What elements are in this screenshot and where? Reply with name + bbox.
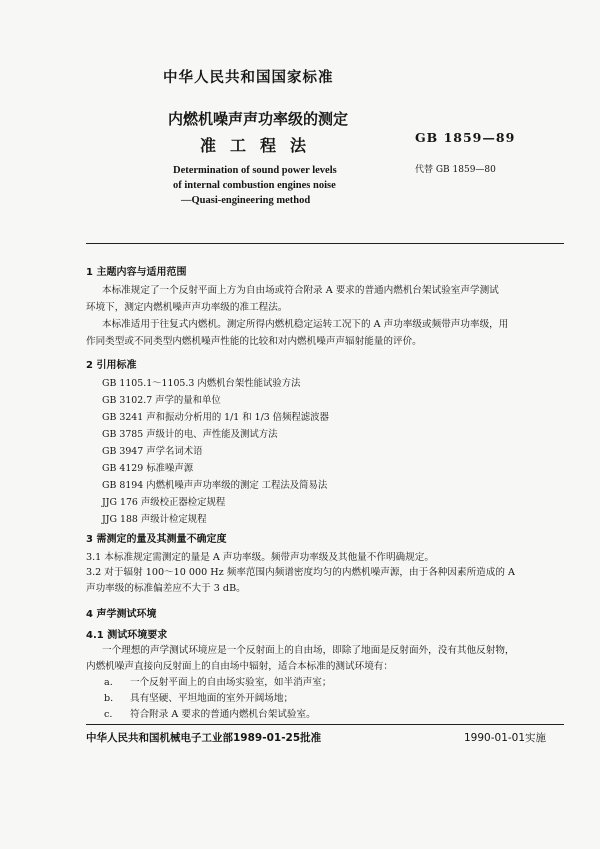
title-cn-line2: 准工程法 — [200, 136, 321, 155]
reference-item: GB 3102.7 声学的量和单位 — [102, 395, 221, 406]
title-en-line3: —Quasi-engineering method — [181, 195, 311, 206]
supersedes-note: 代替 GB 1859—80 — [415, 165, 496, 175]
s1-paragraph-1b: 环境下，测定内燃机噪声声功率级的准工程法。 — [86, 302, 288, 313]
subsection-4-1-heading: 4.1 测试环境要求 — [86, 630, 168, 641]
reference-item: GB 4129 标准噪声源 — [102, 463, 194, 474]
list-item-b: 具有坚硬、平坦地面的室外开阔场地； — [130, 693, 294, 704]
section-4-heading: 4 声学测试环境 — [86, 609, 157, 620]
reference-item: GB 1105.1～1105.3 内燃机台架性能试验方法 — [102, 378, 301, 389]
list-item-a: 一个反射平面上的自由场实验室，如半消声室； — [130, 677, 332, 688]
reference-item: GB 8194 内燃机噪声声功率级的测定 工程法及简易法 — [102, 480, 328, 491]
reference-item: GB 3785 声级计的电、声性能及测试方法 — [102, 429, 278, 440]
gb-number: GB 1859—89 — [415, 130, 516, 145]
reference-item: GB 3947 声学名词术语 — [102, 446, 203, 457]
approval-note: 中华人民共和国机械电子工业部1989-01-25批准 — [86, 732, 322, 744]
footer-divider — [86, 724, 564, 725]
title-en-line1: Determination of sound power levels — [173, 165, 337, 176]
top-divider — [86, 243, 564, 244]
reference-item: JJG 176 声级校正器检定规程 — [102, 497, 226, 508]
clause-3-1: 3.1 本标准规定需测定的量是 A 声功率级。频带声功率级及其他量不作明确规定。 — [86, 552, 434, 563]
list-marker-b: b. — [104, 693, 114, 704]
effective-date: 1990-01-01实施 — [464, 732, 547, 744]
clause-3-2a: 3.2 对于辐射 100～10 000 Hz 频率范围内频谱密度均匀的内燃机噪声源，由于各种因素所造成的 A — [86, 567, 515, 578]
list-marker-a: a. — [104, 677, 113, 688]
list-item-c: 符合附录 A 要求的普通内燃机台架试验室。 — [130, 709, 316, 720]
s1-paragraph-2b: 作同类型或不同类型内燃机噪声性能的比较和对内燃机噪声声辐射能量的评价。 — [86, 336, 422, 347]
section-1-heading: 1 主题内容与适用范围 — [86, 267, 187, 278]
title-en-line2: of internal combustion engines noise — [173, 180, 336, 191]
s4-paragraph-b: 内燃机噪声直接向反射面上的自由场中辐射，适合本标准的测试环境有： — [86, 661, 393, 672]
s1-paragraph-1a: 本标准规定了一个反射平面上方为自由场或符合附录 A 要求的普通内燃机台架试验室声学测试 — [102, 285, 499, 296]
section-3-heading: 3 需测定的量及其测量不确定度 — [86, 534, 227, 545]
reference-item: GB 3241 声和振动分析用的 1/1 和 1/3 倍频程滤波器 — [102, 412, 329, 423]
section-2-heading: 2 引用标准 — [86, 360, 137, 371]
list-marker-c: c. — [104, 709, 113, 720]
title-cn-line1: 内燃机噪声声功率级的测定 — [168, 110, 349, 128]
clause-3-2b: 声功率级的标准偏差应不大于 3 dB。 — [86, 583, 246, 594]
reference-item: JJG 188 声级计检定规程 — [102, 514, 207, 525]
s1-paragraph-2a: 本标准适用于往复式内燃机。测定所得内燃机稳定运转工况下的 A 声功率级或频带声功率级，用 — [102, 319, 509, 330]
standard-header: 中华人民共和国国家标准 — [163, 70, 334, 86]
s4-paragraph-a: 一个理想的声学测试环境应是一个反射面上的自由场，即除了地面是反射面外，没有其他反射物， — [102, 645, 515, 656]
